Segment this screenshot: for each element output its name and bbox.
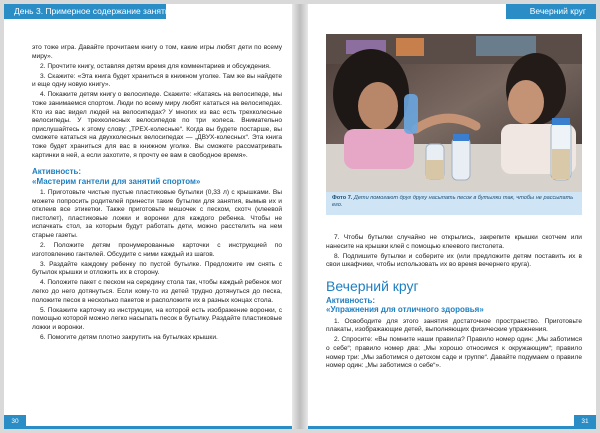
left-page-text <box>32 44 282 344</box>
right-page-header: Вечерний круг <box>506 4 596 19</box>
paragraph: 3. Раздайте каждому ребенку по пустой бутылке. Предложите им снять с бутылок крышки и отложить их в сторону. <box>32 260 282 277</box>
paragraph: 8. Подпишите бутылки и соберите их (или предложите детям поставить их в свои шкафчики, чтобы использовать их во время вечернего круга). <box>326 252 582 269</box>
photo-caption <box>332 195 576 209</box>
paragraph: 4. Положите пакет с песком на середину стола так, чтобы каждый ребенок мог легко до него дотянуться. Если кому-то из детей трудно дотянуться до песка, положите песок в несколько пакетов и расположите их в разных концах стола. <box>32 279 282 304</box>
left-page <box>4 4 292 429</box>
footer-strip <box>308 426 574 429</box>
activity-title: «Мастерим гантели для занятий спортом» <box>32 176 201 186</box>
photo-caption-label: Фото 7. <box>332 195 353 201</box>
paragraph: 1. Приготовьте чистые пустые пластиковые бутылки (0,33 л) с крышками. Вы можете попросить родителей принести такие бутылки для занятия, вымыв их и отклеив все этикетки. Также приготовьте мешочек с песком, скотч (клеевой пистолет), пластиковые ложки и воронки для каждого ребенка. Чтобы не испачкать стол, за которым будут работать дети, можно расстелить на нем старые газеты. <box>32 189 282 239</box>
page-number: 31 <box>574 415 596 429</box>
paragraph: 7. Чтобы бутылки случайно не открылись, закрепите крышки скотчем или нанесите на крышки клей с помощью клеевого пистолета. <box>326 234 582 250</box>
right-page-text <box>326 234 582 372</box>
paragraph: 4. Покажите детям книгу о велосипеде. Скажите: «Катаясь на велосипеде, мы тоже занимаемся спортом. Люди по всему миру любят кататься на велосипедах. Кто из вас видел людей на велосипедах? У многих из вас есть трехколесные велосипеды. У трехколесных велосипедов по три колеса. Внимательно прислушайтесь к этому слову: „ТРЕХ-колесные“. Когда вы будете постарше, вы сможете кататься на двухколесных велосипедах — „ДВУХ-колесных“. Эта книга тоже будет храниться для вас в книжном уголке. Вы сможете рассматривать картинки в ней, а если захотите, я прочту ее вам в свободное время». <box>32 91 282 159</box>
activity-label: Активность: <box>326 295 376 305</box>
paragraph: 2. Спросите: «Вы помните наши правила? Правило номер один: „Мы заботимся о себе“; правило номер два: „Мы хорошо относимся к окружающим“; правило номер три: „Мы заботимся о детском саде и группе“. Давайте подумаем о правиле номер один: „Мы заботимся о себе“». <box>326 336 582 370</box>
page-number: 30 <box>4 415 26 429</box>
photo-children-with-bottles <box>326 34 582 192</box>
paragraph: 2. Положите детям пронумерованные карточки с инструкцией по изготовлению гантелей. Обсудите с ними каждый из шагов. <box>32 242 282 258</box>
activity-label: Активность: <box>32 167 82 177</box>
left-page-header: День 3. Примерное содержание занятий <box>4 4 166 19</box>
activity-heading <box>32 167 282 186</box>
activity-title: «Упражнения для отличного здоровья» <box>326 305 484 315</box>
footer-strip <box>26 426 292 429</box>
paragraph: 6. Помогите детям плотно закрутить на бутылках крышки. <box>40 334 218 342</box>
paragraph: 3. Скажите: «Эта книга будет храниться в книжном уголке. Там же вы найдете и еще одну новую книгу». <box>32 72 282 89</box>
photo-figure <box>326 34 582 215</box>
paragraph: 2. Прочтите книгу, оставляя детям время для комментариев и обсуждения. <box>40 62 271 70</box>
photo-caption-text: Дети помогают друг другу насыпать песок в бутылки так, чтобы не рассыпать его. <box>332 195 574 208</box>
book-gutter <box>292 4 308 429</box>
paragraph: 5. Покажите карточку из инструкции, на которой есть изображение воронки, с помощью которой можно легко насыпать песок в бутылку. Раздайте пластиковые ложки и воронки. <box>32 306 282 331</box>
paragraph: это тоже игра. Давайте прочитаем книгу о том, какие игры любят дети по всему миру». <box>32 44 282 60</box>
section-title: Вечерний круг <box>326 277 419 294</box>
activity-heading <box>326 296 582 315</box>
right-page <box>308 4 596 429</box>
paragraph: 1. Освободите для этого занятия достаточное пространство. Приготовьте плакаты, изображающие детей, выполняющих физические упражнения. <box>326 317 582 334</box>
